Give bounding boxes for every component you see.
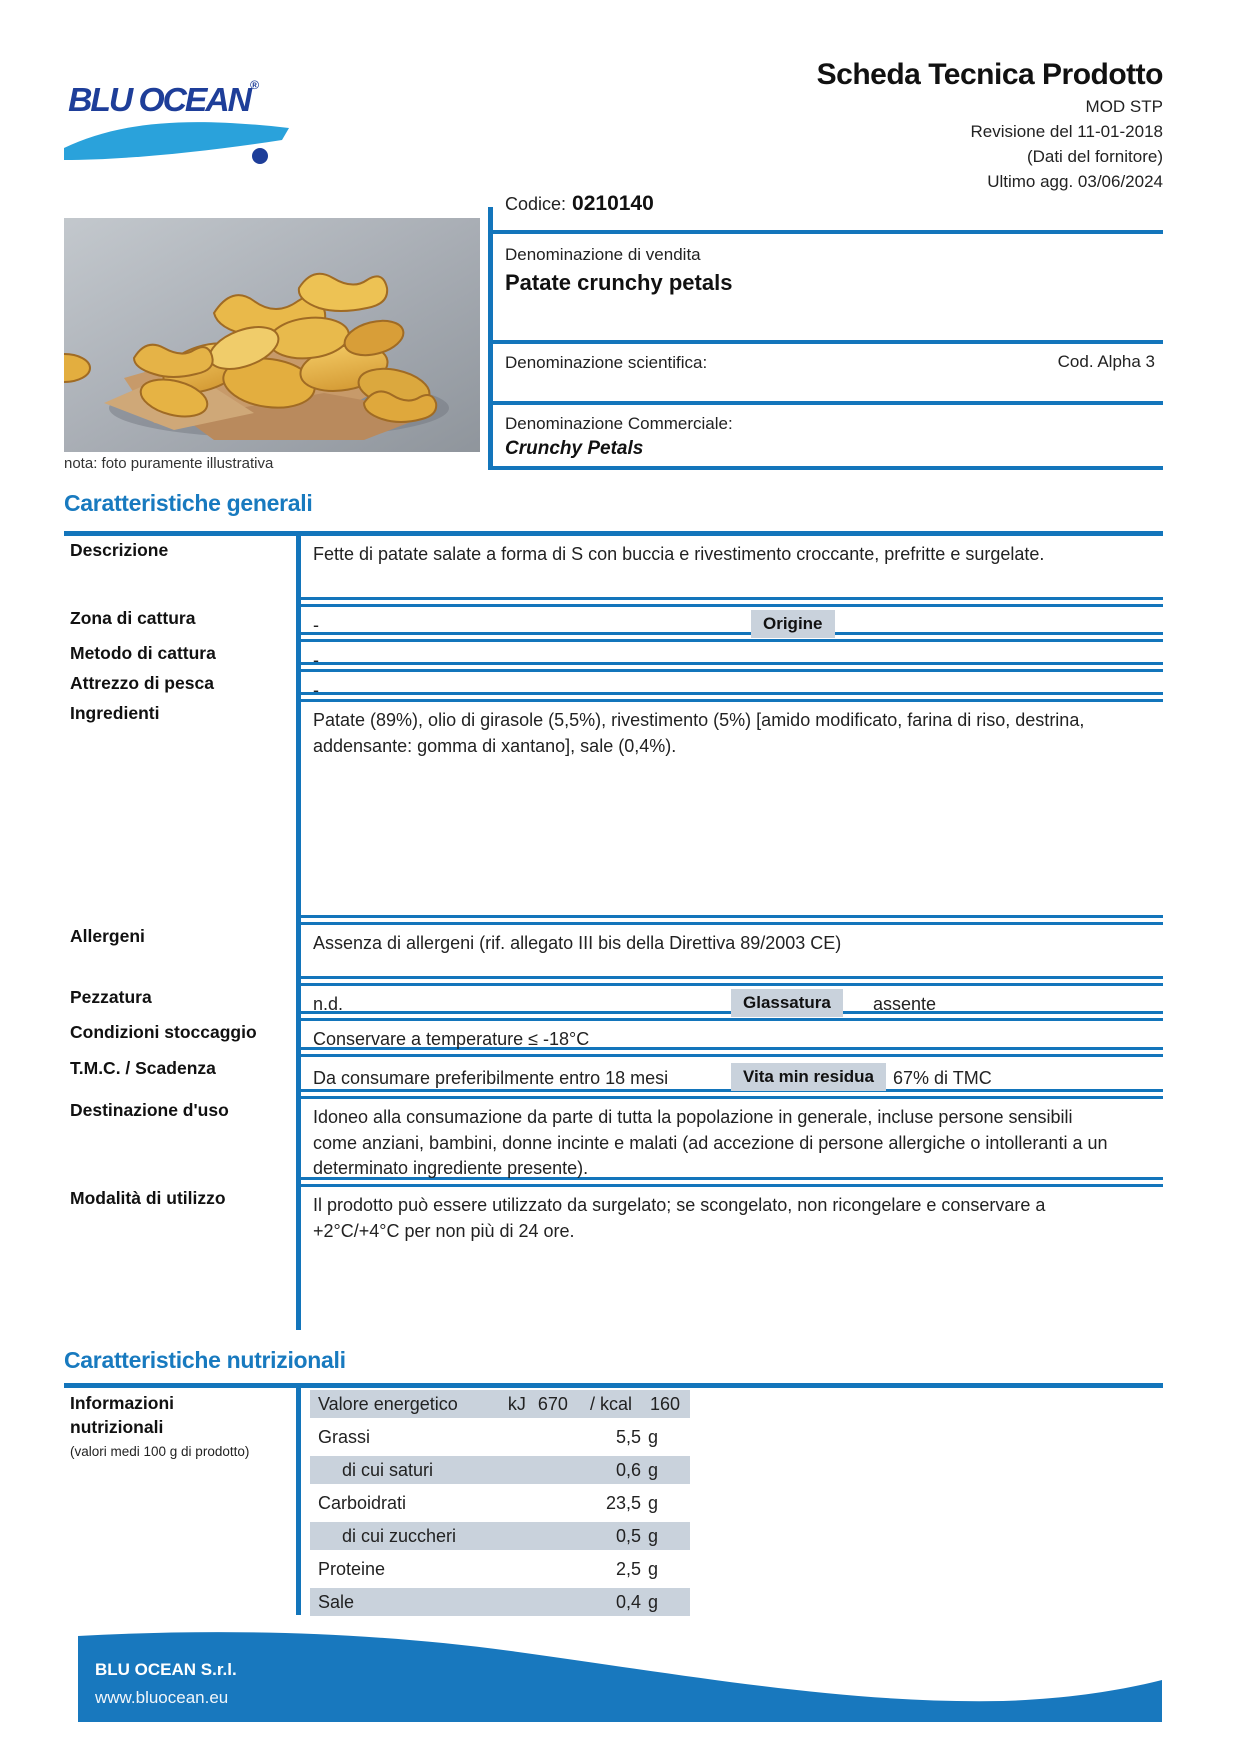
nutrient-value: 0,6 [615,1459,641,1480]
energy-kj-value: 670 [537,1393,568,1414]
nutrient-unit: g [648,1459,659,1480]
row-label: Attrezzo di pesca [70,673,214,693]
blu-ocean-logo [64,70,324,165]
row-label: T.M.C. / Scadenza [70,1058,216,1078]
modalita-text: Il prodotto può essere utilizzato da surgelato; se scongelato, non ricongelare e conservare a +2°C/+4°C per non più di 24 ore. [313,1195,1046,1241]
ingredienti-text: Patate (89%), olio di girasole (5,5%), rivestimento (5%) [amido modificato, farina di riso, destrina, addensante: gomma di xantano], sale (0,4%). [313,710,1085,756]
sale-name-label: Denominazione di vendita [505,245,701,264]
glassatura-value: assente [873,994,937,1014]
nutrient-value: 5,5 [615,1426,641,1447]
energy-kj-label: kJ [507,1393,526,1414]
metodo-value: - [313,650,319,670]
table-row [64,1096,1163,1180]
row-value [301,669,1163,700]
footer-wave-icon [78,1628,1162,1722]
origine-badge: Origine [751,610,835,638]
table-row [64,669,1163,700]
nutrient-name: Sale [318,1591,355,1612]
pezzatura-value: n.d. [313,994,344,1014]
zona-value: - [313,615,319,635]
row-value [301,536,1163,600]
document-revision: Revisione del 11-01-2018 [970,122,1163,141]
table-row [64,536,1163,600]
tmc-text: Da consumare preferibilmente entro 18 mesi [313,1068,669,1088]
nutrient-unit: g [648,1591,659,1612]
document-supplier-note: (Dati del fornitore) [1026,147,1163,166]
scientific-code: Cod. Alpha 3 [1057,352,1155,371]
energy-kcal-label: / kcal [589,1393,632,1414]
nutrient-name: di cui zuccheri [342,1525,457,1546]
product-photo [64,218,480,452]
registered-trademark-icon: ® [249,78,259,92]
nutrient-unit: g [648,1525,659,1546]
row-label: Condizioni stoccaggio [70,1022,257,1042]
nutrition-row [310,1456,690,1484]
row-value [301,983,1163,1014]
nutrient-value: 2,5 [615,1558,641,1579]
nutrient-name: di cui saturi [342,1459,434,1480]
nutrition-info-note: (valori medi 100 g di prodotto) [70,1444,250,1459]
logo-brand: BLU OCEAN [68,81,250,118]
row-label: Destinazione d'uso [70,1100,229,1120]
glassatura-badge: Glassatura [731,989,843,1017]
nutrition-row [310,1423,690,1451]
nutrition-row [310,1555,690,1583]
row-value [301,1096,1163,1180]
nutrition-row [310,1522,690,1550]
vita-min-residua-value: 67% di TMC [893,1068,992,1088]
document-title: Scheda Tecnica Prodotto [816,58,1163,91]
table-row [64,983,1163,1014]
nutrient-name: Grassi [318,1426,371,1447]
general-table [64,536,1163,1316]
row-label: Metodo di cattura [70,643,216,663]
stoccaggio-text: Conservare a temperature ≤ -18°C [313,1029,590,1049]
energy-kcal-value: 160 [649,1393,680,1414]
id-panel-left-bar [488,207,493,470]
document-mod: MOD STP [1085,97,1163,116]
nutrient-name: Carboidrati [318,1492,407,1513]
description-text: Fette di patate salate a forma di S con buccia e rivestimento croccante, prefritte e surgelate. [313,544,1045,564]
logo-brand-text [68,78,259,119]
nutrient-value: 0,4 [615,1591,641,1612]
table-row [64,699,1163,918]
document-header [817,58,1163,192]
attrezzo-value: - [313,680,319,700]
document-last-update: Ultimo agg. 03/06/2024 [987,172,1163,191]
nutrient-value: 23,5 [605,1492,641,1513]
photo-note: nota: foto puramente illustrativa [64,455,274,472]
nutrient-unit: g [648,1426,659,1447]
table-row [64,1184,1163,1312]
row-value [301,1184,1163,1312]
sale-name: Patate crunchy petals [505,270,733,295]
table-row [64,1054,1163,1092]
code-label: Codice: [505,194,567,214]
footer-company-name: BLU OCEAN S.r.l. [95,1660,237,1679]
nutrient-value: 0,5 [615,1525,641,1546]
table-row [64,922,1163,979]
row-label: Pezzatura [70,987,152,1007]
nutrition-rows [310,1390,690,1621]
nutrition-row [310,1588,690,1616]
row-label: Zona di cattura [70,608,196,628]
code-value: 0210140 [572,192,654,215]
table-row [64,639,1163,670]
nutrition-section-topline [64,1383,1163,1388]
nutrition-row-energy [310,1390,690,1418]
row-value [301,922,1163,979]
footer-website: www.bluocean.eu [95,1688,229,1707]
row-value [301,1018,1163,1050]
scientific-name-label: Denominazione scientifica: [505,353,708,372]
code-row [505,192,654,216]
nutrition-section-title: Caratteristiche nutrizionali [64,1347,346,1373]
destinazione-text: Idoneo alla consumazione da parte di tutta la popolazione in generale, incluse persone sensibili come anziani, bambini, donne incinte e malati (ad accezione di persone allergiche o intolleranti a un determinato ingrediente presente). [313,1107,1108,1179]
table-row [64,1018,1163,1050]
row-value [301,699,1163,918]
row-label: Modalità di utilizzo [70,1188,226,1208]
row-label: Allergeni [70,926,145,946]
divider [488,230,1163,234]
nutrient-name: Proteine [318,1558,386,1579]
commercial-name: Crunchy Petals [505,438,644,459]
vita-min-residua-badge: Vita min residua [731,1063,886,1091]
logo-wave-icon [64,114,304,164]
nutrient-unit: g [648,1558,659,1579]
row-value [301,1054,1163,1092]
nutrition-row [310,1489,690,1517]
nutrient-unit: g [648,1492,659,1513]
table-row [64,604,1163,635]
row-label: Ingredienti [70,703,160,723]
divider [488,340,1163,344]
row-label: Descrizione [70,540,169,560]
general-section-title: Caratteristiche generali [64,490,313,516]
allergeni-text: Assenza di allergeni (rif. allegato III bis della Direttiva 89/2003 CE) [313,933,842,953]
divider [488,401,1163,405]
nutrition-info-label: Informazioni nutrizionali [70,1393,175,1437]
nutrient-name: Valore energetico [318,1393,458,1414]
nutrition-table-divider-bar [296,1383,301,1615]
row-value [301,604,1163,635]
commercial-name-label: Denominazione Commerciale: [505,414,733,433]
footer [78,1628,1162,1722]
divider [488,466,1163,470]
row-value [301,639,1163,670]
